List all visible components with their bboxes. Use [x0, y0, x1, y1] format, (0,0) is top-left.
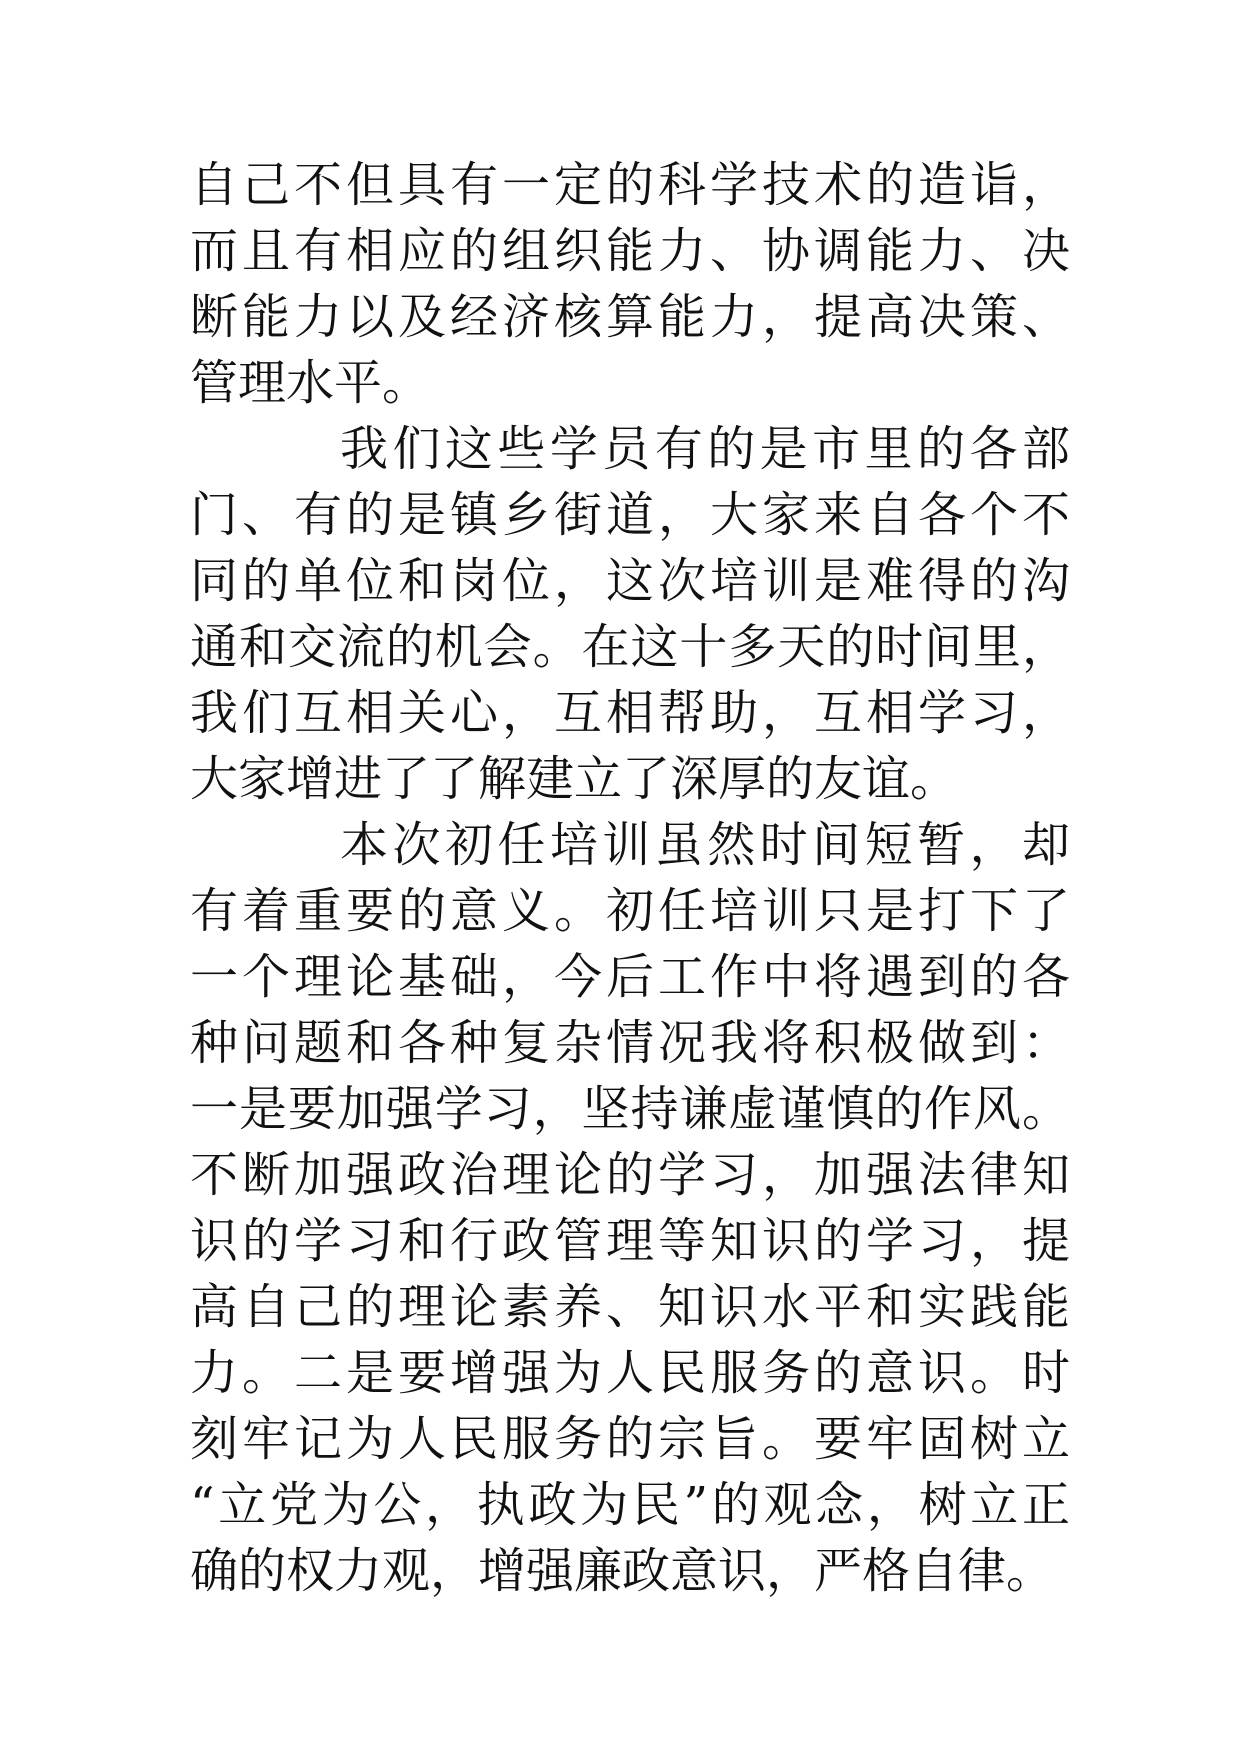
text-line: 高自己的理论素养、知识水平和实践能: [190, 1279, 1070, 1335]
text-line: 有着重要的意义。初任培训只是打下了: [190, 883, 1070, 939]
paragraph-3: [190, 812, 1070, 1604]
text-line: 而且有相应的组织能力、协调能力、决: [190, 223, 1070, 279]
text-line: 断能力以及经济核算能力，提高决策、: [190, 289, 1070, 345]
text-line: 力。二是要增强为人民服务的意识。时: [190, 1345, 1070, 1401]
text-line: 同的单位和岗位，这次培训是难得的沟: [190, 553, 1070, 609]
text-line: 种问题和各种复杂情况我将积极做到：: [190, 1015, 1070, 1071]
text-line: 我们互相关心，互相帮助，互相学习，: [190, 685, 1070, 741]
text-line: 大家增进了了解建立了深厚的友谊。: [190, 751, 959, 807]
document-body: [190, 152, 1070, 1604]
text-line: 我们这些学员有的是市里的各部: [340, 421, 1070, 477]
text-line: 确的权力观，增强廉政意识，严格自律。: [190, 1543, 1055, 1599]
text-line: 自己不但具有一定的科学技术的造诣，: [190, 157, 1070, 213]
text-line: 一是要加强学习，坚持谦虚谨慎的作风。: [190, 1081, 1070, 1137]
text-line: 本次初任培训虽然时间短暂，却: [340, 817, 1070, 873]
text-line: 通和交流的机会。在这十多天的时间里，: [190, 619, 1070, 675]
text-line: “立党为公，执政为民”的观念，树立正: [190, 1477, 1070, 1533]
text-line: 不断加强政治理论的学习，加强法律知: [190, 1147, 1070, 1203]
text-line: 识的学习和行政管理等知识的学习，提: [190, 1213, 1070, 1269]
paragraph-2: [190, 416, 1070, 812]
text-line: 门、有的是镇乡街道，大家来自各个不: [190, 487, 1070, 543]
text-line: 管理水平。: [190, 355, 431, 411]
text-line: 一个理论基础，今后工作中将遇到的各: [190, 949, 1070, 1005]
paragraph-1: [190, 152, 1070, 416]
text-line: 刻牢记为人民服务的宗旨。要牢固树立: [190, 1411, 1070, 1467]
